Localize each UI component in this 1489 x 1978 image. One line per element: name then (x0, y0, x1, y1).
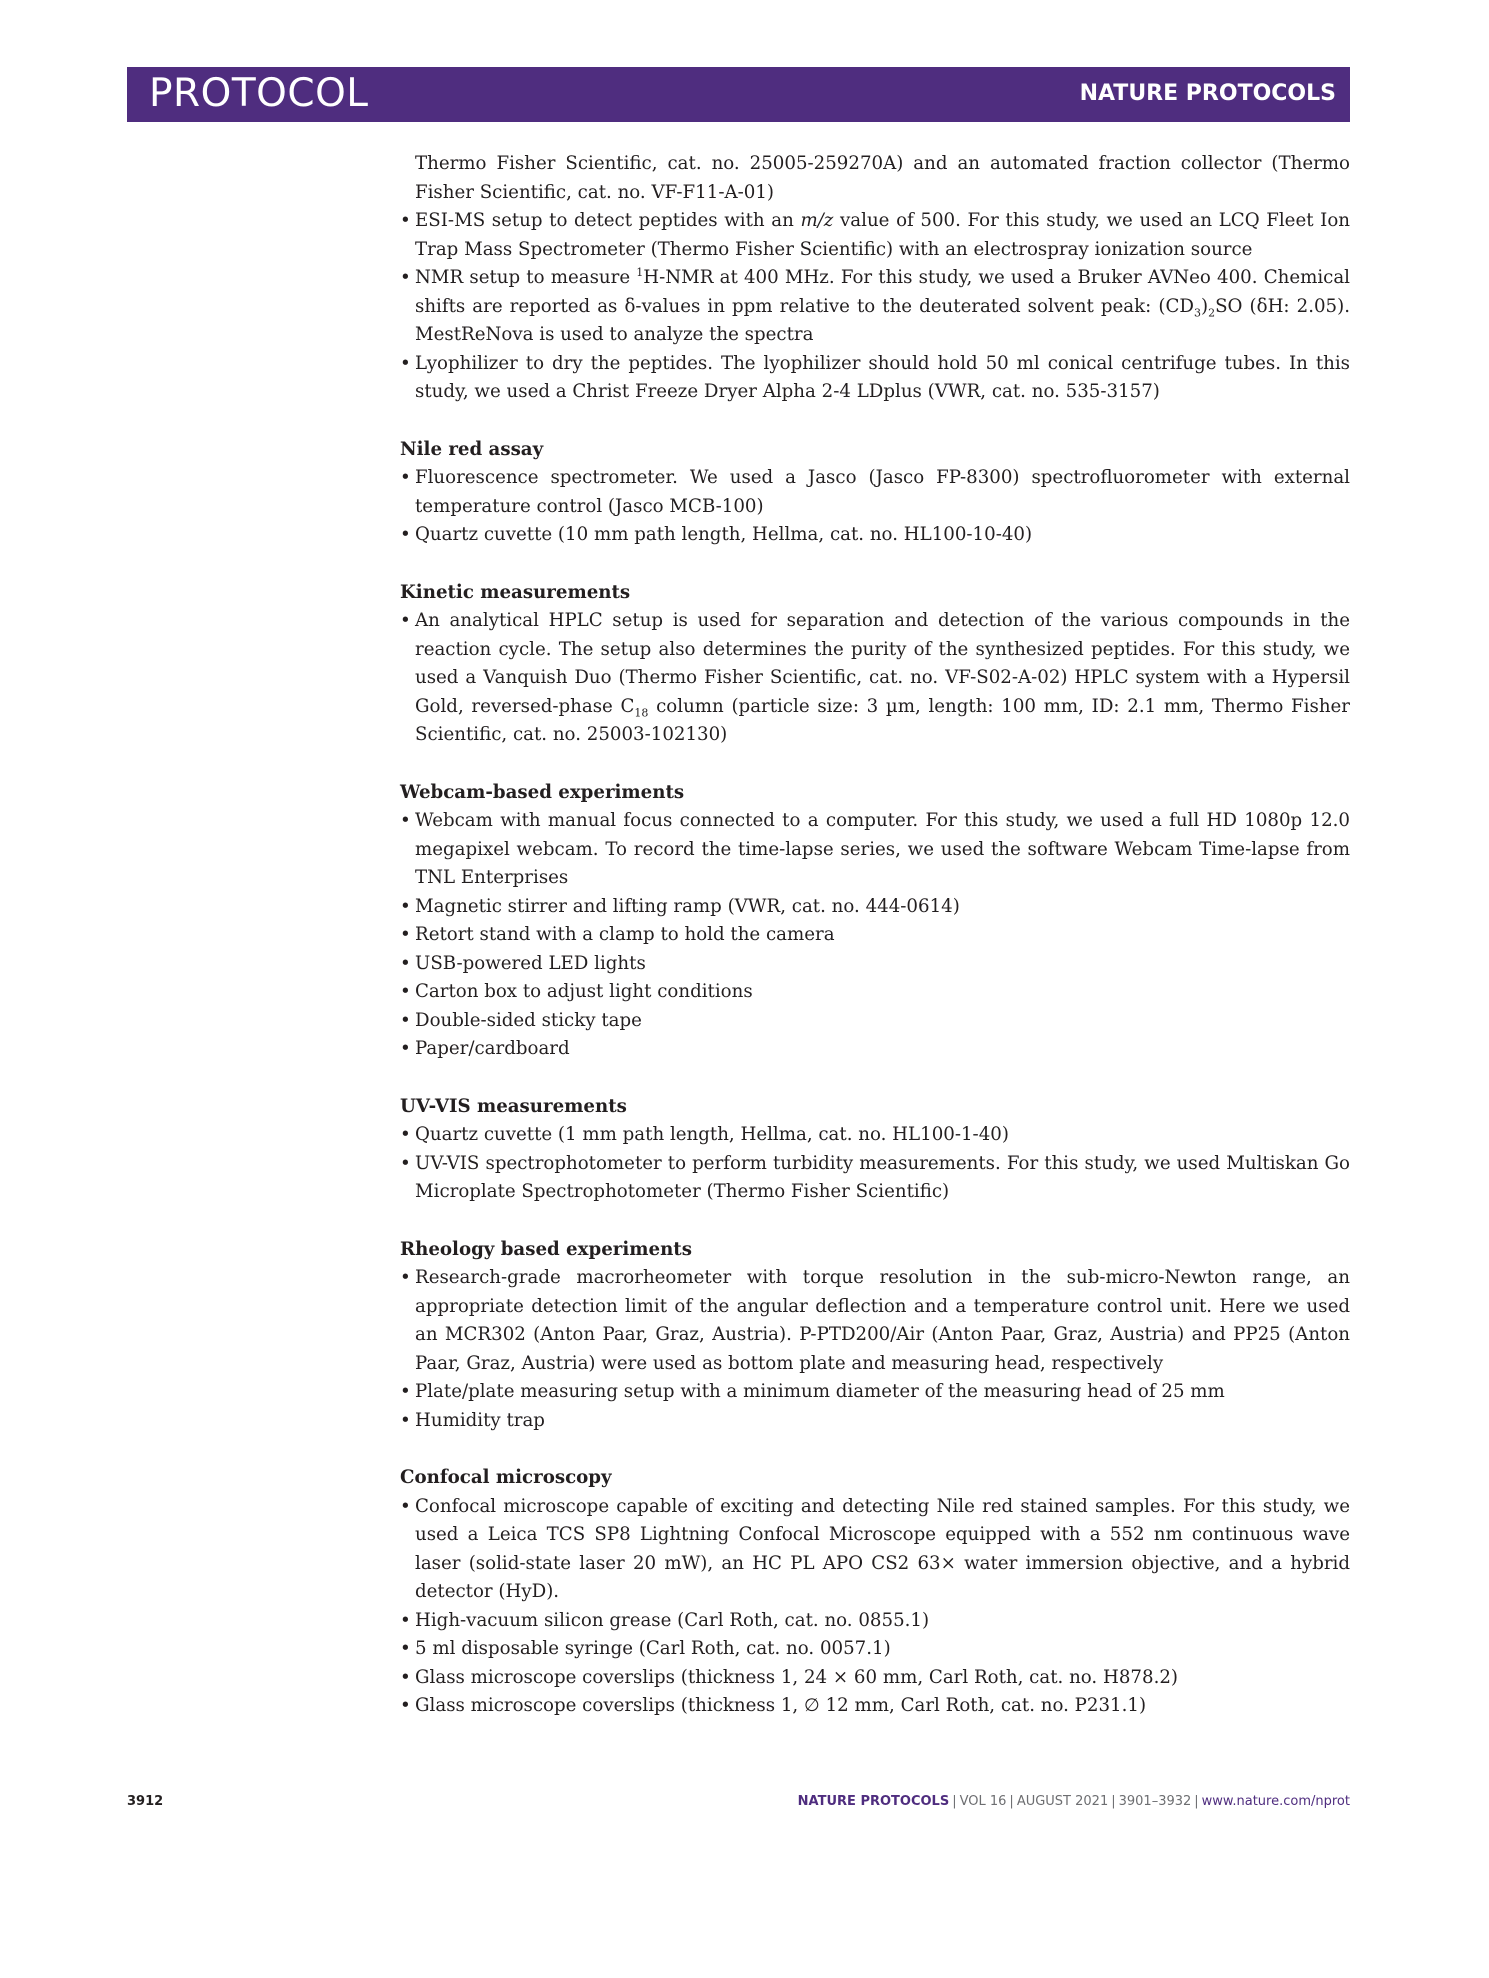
section-heading-webcam: Webcam-based experiments (400, 781, 685, 803)
confocal-list (400, 1493, 1350, 1721)
list-item: • Humidity trap (400, 1409, 545, 1431)
journal-url-link[interactable]: www.nature.com/nprot (1201, 1794, 1350, 1809)
list-item: • UV-VIS spectrophotometer to perform turbidity measurements. For this study, we used Multiskan Go Microplate Spectrophotometer (Thermo Fisher Scientific) (400, 1152, 1350, 1202)
list-item: • Fluorescence spectrometer. We used a Jasco (Jasco FP-8300) spectrofluorometer with external temperature control (Jasco MCB-100) (400, 467, 1350, 517)
webcam-list (400, 807, 1350, 1064)
list-item: • Quartz cuvette (1 mm path length, Hellma, cat. no. HL100-1-40) (400, 1124, 1009, 1145)
list-item: • Webcam with manual focus connected to a computer. For this study, we used a full HD 1080p 12.0 megapixel webcam. To record the time-lapse series, we used the software Webcam Time-lapse from TNL Enterprises (400, 810, 1350, 888)
list-item: • Magnetic stirrer and lifting ramp (VWR, cat. no. 444-0614) (400, 895, 960, 917)
section-heading-uvvis: UV-VIS measurements (400, 1095, 627, 1117)
kinetic-list (400, 607, 1350, 750)
citation-line: NATURE PROTOCOLS | VOL 16 | AUGUST 2021 | 3901–3932 | www.nature.com/nprot (797, 1794, 1350, 1809)
list-item: • Research-grade macrorheometer with torque resolution in the sub-micro-Newton range, an appropriate detection limit of the angular deflection and a temperature control unit. Here we used an MCR302 (Anton Paar, Graz, Austria). P-PTD200/Air (Anton Paar, Graz, Austria) and PP25 (Anton Paar, Graz, Austria) were used as bottom plate and measuring head, respectively (400, 1267, 1350, 1374)
list-item: • ESI-MS setup to detect peptides with an m/z value of 500. For this study, we used an LCQ Fleet Ion Trap Mass Spectrometer (Thermo Fisher Scientific) with an electrospray ionization source (400, 210, 1350, 260)
list-item: • An analytical HPLC setup is used for separation and detection of the various compounds in the reaction cycle. The setup also determines the purity of the synthesized peptides. For this study, we used a Vanquish Duo (Thermo Fisher Scientific, cat. no. VF-S02-A-02) HPLC system with a Hypersil Gold, reversed-phase $C_{18}$ column (particle size: 3 µm, length: 100 mm, ID: 2.1 mm, Thermo Fisher Scientific, cat. no. 25003-102130) (400, 610, 1350, 745)
list-item: • Double-sided sticky tape (400, 1009, 642, 1031)
equipment-list (400, 150, 1350, 1721)
article-type-label: PROTOCOL (149, 71, 369, 116)
list-item: • Paper/cardboard (400, 1038, 570, 1059)
journal-name: NATURE PROTOCOLS (1079, 81, 1336, 106)
nile-red-list (400, 464, 1350, 550)
list-item: • Quartz cuvette (10 mm path length, Hellma, cat. no. HL100-10-40) (400, 524, 1033, 545)
list-item: • Lyophilizer to dry the peptides. The lyophilizer should hold 50 ml conical centrifuge tubes. In this study, we used a Christ Freeze Dryer Alpha 2-4 LDplus (VWR, cat. no. 535-3157) (400, 352, 1350, 402)
list-item: • NMR setup to measure $^1$H-NMR at 400 MHz. For this study, we used a Bruker AVNeo 400. Chemical shifts are reported as δ-values in ppm relative to the deuterated solvent peak: $(CD_3)_2SO$ (δH: 2.05). MestReNova is used to analyze the spectra (400, 265, 1351, 345)
footer-journal-name: NATURE PROTOCOLS (797, 1794, 950, 1809)
journal-header-band (127, 67, 1350, 122)
list-item: • Plate/plate measuring setup with a minimum diameter of the measuring head of 25 mm (400, 1381, 1225, 1402)
list-item: • Carton box to adjust light conditions (400, 981, 753, 1002)
list-item: • Glass microscope coverslips (thickness 1, ∅ 12 mm, Carl Roth, cat. no. P231.1) (400, 1695, 1147, 1716)
section-heading-nile-red: Nile red assay (400, 438, 544, 460)
page-footer (127, 1794, 1350, 1816)
page-number: 3912 (127, 1794, 164, 1809)
section-heading-kinetic: Kinetic measurements (400, 581, 631, 603)
intro-list (400, 207, 1350, 407)
section-heading-confocal: Confocal microscopy (400, 1467, 612, 1488)
list-item: • Confocal microscope capable of exciting and detecting Nile red stained samples. For this study, we used a Leica TCS SP8 Lightning Confocal Microscope equipped with a 552 nm continuous wave laser (solid-state laser 20 mW), an HC PL APO CS2 63× water immersion objective, and a hybrid detector (HyD). (400, 1495, 1350, 1602)
footer-volume: VOL 16 (959, 1794, 1007, 1809)
list-item: • USB-powered LED lights (400, 952, 646, 974)
list-item: • High-vacuum silicon grease (Carl Roth, cat. no. 0855.1) (400, 1609, 930, 1631)
rheology-list (400, 1264, 1350, 1435)
list-item: • Glass microscope coverslips (thickness 1, 24 × 60 mm, Carl Roth, cat. no. H878.2) (400, 1666, 1179, 1688)
footer-date: AUGUST 2021 (1016, 1794, 1109, 1809)
list-item: • Retort stand with a clamp to hold the camera (400, 924, 835, 945)
list-item: • 5 ml disposable syringe (Carl Roth, cat. no. 0057.1) (400, 1638, 891, 1659)
uvvis-list (400, 1121, 1350, 1207)
continued-paragraph: Thermo Fisher Scientific, cat. no. 25005-259270A) and an automated fraction collector (Thermo Fisher Scientific, cat. no. VF-F11-A-01) (415, 153, 1350, 203)
section-heading-rheology: Rheology based experiments (400, 1238, 692, 1260)
footer-pages: 3901–3932 (1118, 1794, 1192, 1809)
